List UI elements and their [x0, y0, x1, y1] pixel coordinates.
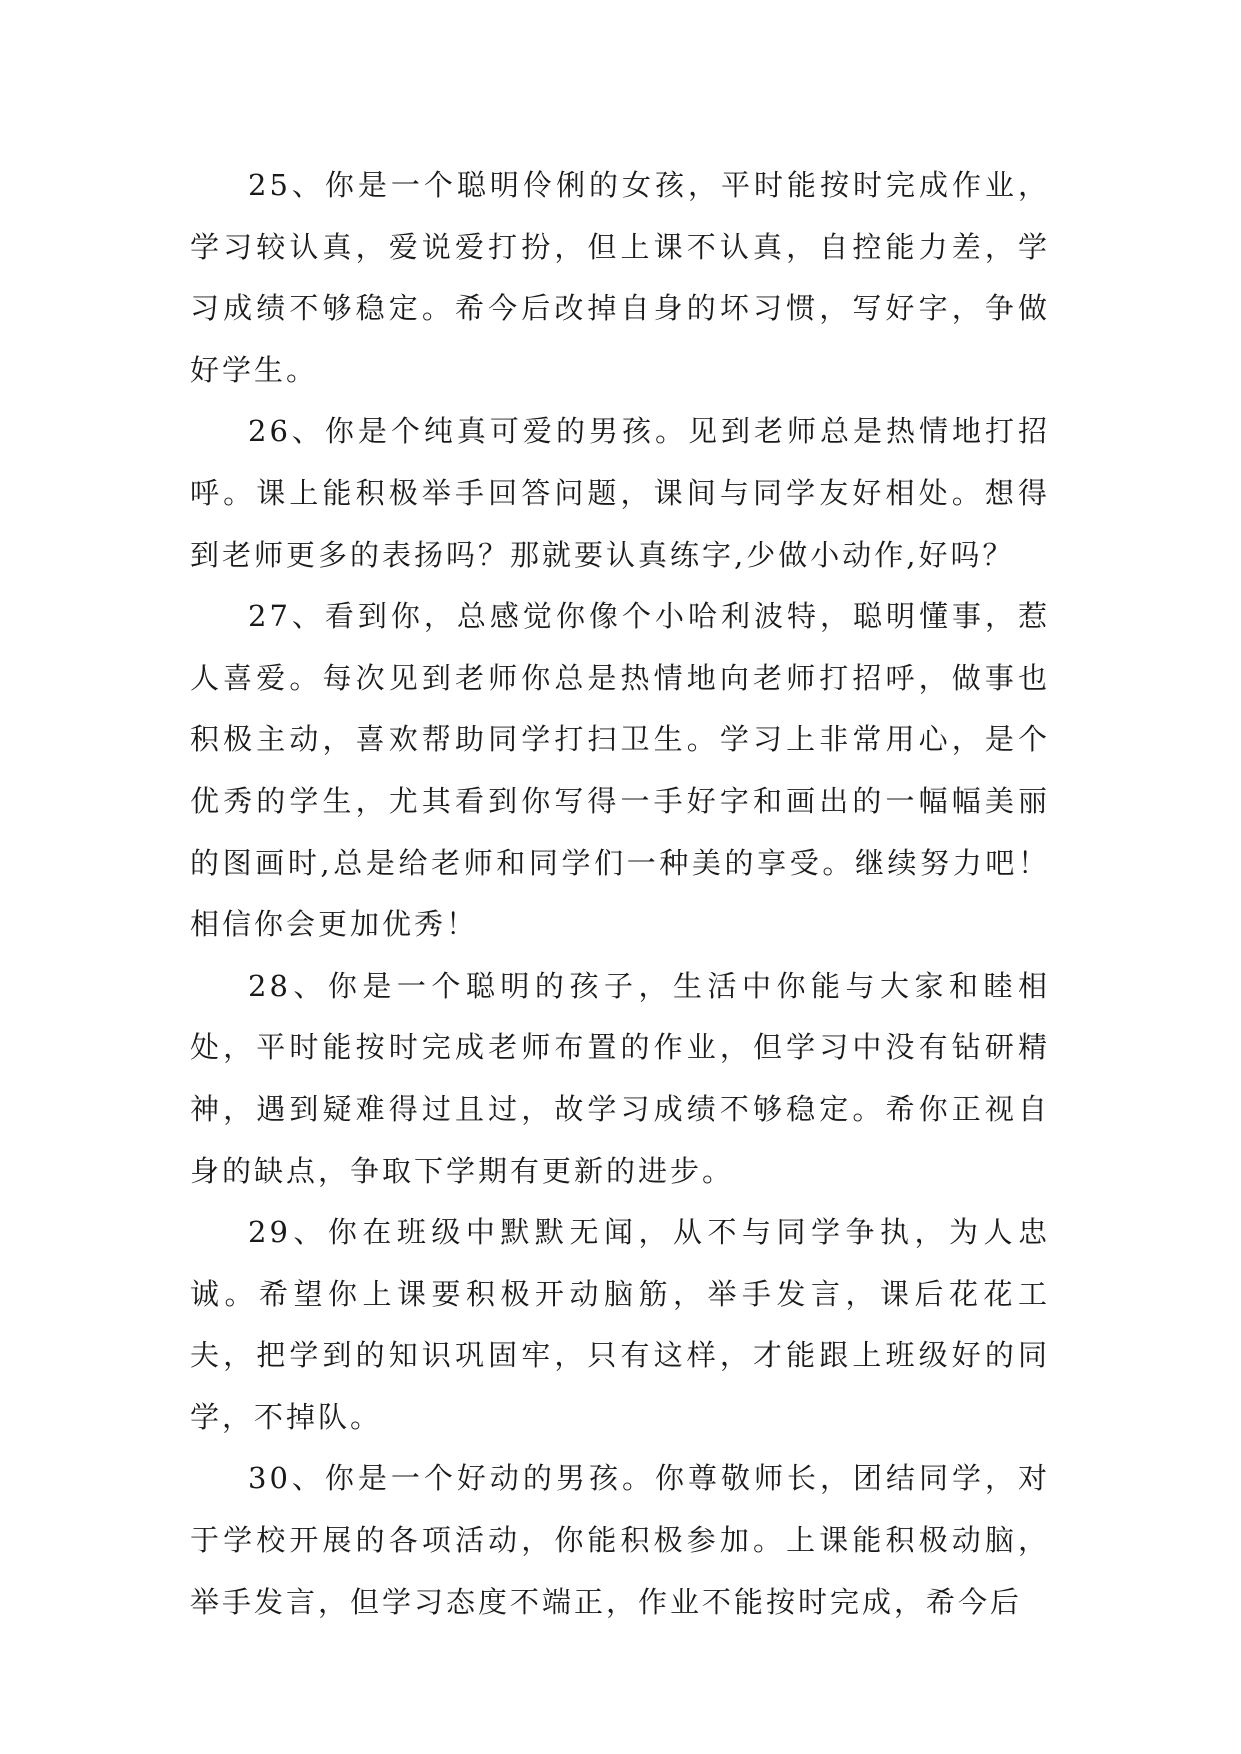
document-body [190, 155, 1050, 1633]
paragraph-29: 29、你在班级中默默无闻，从不与同学争执，为人忠诚。希望你上课要积极开动脑筋，举手发言，课后花花工夫，把学到的知识巩固牢，只有这样，才能跟上班级好的同学，不掉队。 [190, 1215, 1050, 1434]
paragraph-26: 26、你是个纯真可爱的男孩。见到老师总是热情地打招呼。课上能积极举手回答问题，课间与同学友好相处。想得到老师更多的表扬吗？那就要认真练字,少做小动作,好吗？ [190, 414, 1050, 572]
paragraph-27: 27、看到你，总感觉你像个小哈利波特，聪明懂事，惹人喜爱。每次见到老师你总是热情地向老师打招呼，做事也积极主动，喜欢帮助同学打扫卫生。学习上非常用心，是个优秀的学生，尤其看到你写得一手好字和画出的一幅幅美丽的图画时,总是给老师和同学们一种美的享受。继续努力吧！相信你会更加优秀！ [190, 599, 1050, 942]
paragraph-30: 30、你是一个好动的男孩。你尊敬师长，团结同学，对于学校开展的各项活动，你能积极参加。上课能积极动脑，举手发言，但学习态度不端正，作业不能按时完成，希今后 [190, 1461, 1050, 1619]
paragraph-28: 28、你是一个聪明的孩子，生活中你能与大家和睦相处，平时能按时完成老师布置的作业，但学习中没有钻研精神，遇到疑难得过且过，故学习成绩不够稳定。希你正视自身的缺点，争取下学期有更新的进步。 [190, 968, 1050, 1188]
paragraph-25: 25、你是一个聪明伶俐的女孩，平时能按时完成作业，学习较认真，爱说爱打扮，但上课不认真，自控能力差，学习成绩不够稳定。希今后改掉自身的坏习惯，写好字，争做好学生。 [190, 168, 1050, 387]
